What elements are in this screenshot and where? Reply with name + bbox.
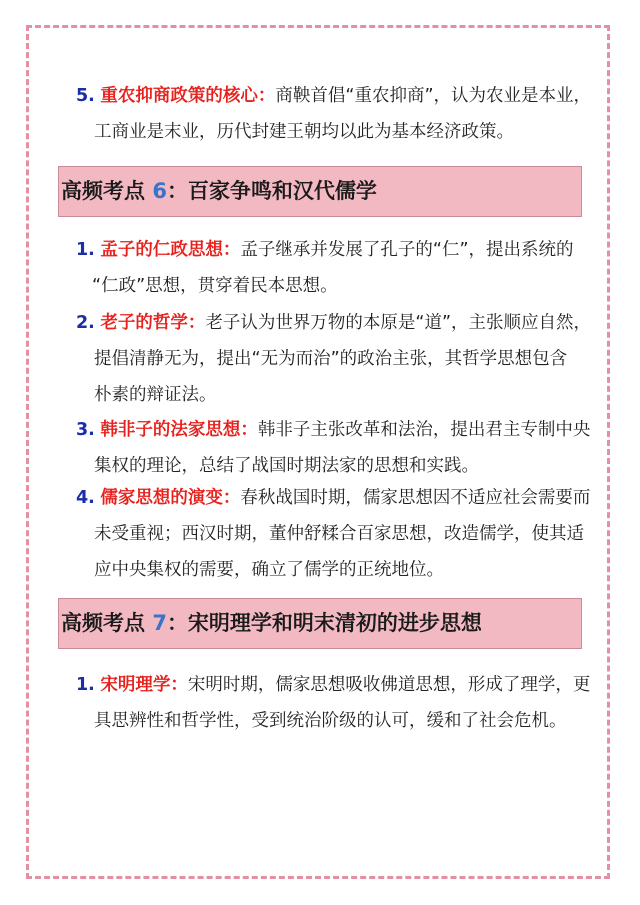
heading-number: 6 [152,179,167,203]
item-term: 孟子的仁政思想： [100,240,241,260]
list-item-6-3 [76,412,590,484]
item-text-line2: 集权的理论，总结了战国时期法家的思想和实践。 [94,456,479,476]
item-text: 韩非子主张改革和法治，提出君主专制中央 [257,420,591,440]
list-item-5 [76,78,591,150]
item-text-line3: 朴素的辩证法。 [94,385,217,405]
item-text: 老子认为世界万物的本原是“道”，主张顺应自然， [205,313,592,333]
item-number: 2. [76,313,95,333]
item-text-line2: 工商业是末业，历代封建王朝均以此为基本经济政策。 [94,122,514,142]
item-number: 1. [76,240,95,260]
item-term: 重农抑商政策的核心： [100,86,276,106]
item-number: 1. [76,675,95,695]
item-number: 5. [76,86,95,106]
item-text-line2: 具思辨性和哲学性，受到统治阶级的认可，缓和了社会危机。 [94,711,567,731]
list-item-6-1 [76,232,574,304]
item-text-line2: “仁政”思想，贯穿着民本思想。 [92,276,338,296]
item-text-line2: 提倡清静无为，提出“无为而治”的政治主张，其哲学思想包含 [94,349,568,369]
item-text: 孟子继承并发展了孔子的“仁”，提出系统的 [240,240,574,260]
item-text-line3: 应中央集权的需要，确立了儒学的正统地位。 [94,560,444,580]
section-heading-7 [58,598,582,649]
item-text: 春秋战国时期，儒家思想因不适应社会需要而 [240,488,591,508]
item-term: 韩非子的法家思想： [100,420,258,440]
heading-number: 7 [152,611,167,635]
heading-prefix: 高频考点 [61,611,153,635]
item-text: 宋明时期，儒家思想吸收佛道思想，形成了理学，更 [187,675,591,695]
item-term: 老子的哲学： [100,313,206,333]
item-number: 3. [76,420,95,440]
section-heading-6 [58,166,582,217]
heading-title: ：宋明理学和明末清初的进步思想 [166,611,482,635]
item-term: 宋明理学： [100,675,188,695]
list-item-7-1 [76,667,590,739]
heading-prefix: 高频考点 [61,179,153,203]
item-number: 4. [76,488,95,508]
heading-title: ：百家争鸣和汉代儒学 [166,179,377,203]
item-text: 商鞅首倡“重农抑商”，认为农业是本业， [275,86,592,106]
item-term: 儒家思想的演变： [100,488,241,508]
item-text-line2: 未受重视；西汉时期，董仲舒糅合百家思想，改造儒学，使其适 [94,524,584,544]
list-item-6-4 [76,480,590,588]
list-item-6-2 [76,305,591,413]
